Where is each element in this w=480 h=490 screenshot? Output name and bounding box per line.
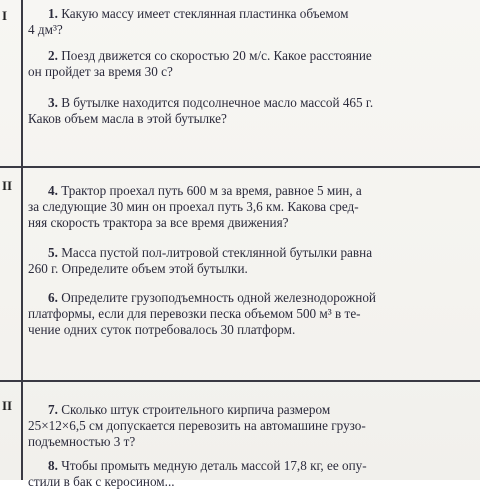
task-text: стили в бак с керосином... [28, 474, 175, 489]
task-text: за следующие 30 мин он проехал путь 3,6 км. Какова сред- [28, 199, 359, 214]
task-text: чение одних суток потребовалось 30 платформ. [28, 322, 296, 337]
task-text: он пройдет за время 30 с? [28, 64, 173, 79]
task-number: 8. [48, 458, 58, 473]
row-divider [0, 166, 480, 168]
task-text: Поезд движется со скоростью 20 м/с. Какое расстояние [61, 48, 372, 63]
task-5 [28, 245, 444, 277]
task-text: В бутылке находится подсолнечное масло массой 465 г. [61, 95, 374, 110]
task-text: Каков объем масла в этой бутылке? [28, 111, 227, 126]
task-text: подъемностью 3 т? [28, 434, 136, 449]
task-number: 5. [48, 245, 58, 260]
task-2 [28, 48, 444, 80]
task-number: 2. [48, 48, 58, 63]
task-1 [28, 6, 444, 38]
task-text: платформы, если для перевозки песка объемом 500 м³ в те- [28, 306, 361, 321]
task-text: 4 дм³? [28, 22, 63, 37]
level-label: II [2, 398, 13, 413]
task-6 [28, 290, 444, 338]
column-divider [21, 0, 23, 480]
level-label: I [2, 8, 8, 23]
task-text: 260 г. Определите объем этой бутылки. [28, 261, 248, 276]
task-number: 4. [48, 183, 58, 198]
task-text: Сколько штук строительного кирпича размером [61, 402, 331, 417]
task-number: 6. [48, 290, 58, 305]
task-text: няя скорость трактора за все время движения? [28, 215, 289, 230]
task-text: Какую массу имеет стеклянная пластинка объемом [61, 6, 349, 21]
task-text: Трактор проехал путь 600 м за время, равное 5 мин, а [61, 183, 362, 198]
task-7 [28, 402, 444, 450]
task-4 [28, 183, 444, 231]
task-number: 7. [48, 402, 58, 417]
task-text: Масса пустой пол-литровой стеклянной бутылки равна [61, 245, 373, 260]
task-text: Определите грузоподъемность одной железнодорожной [61, 290, 376, 305]
task-text: Чтобы промыть медную деталь массой 17,8 кг, ее опу- [61, 458, 367, 473]
task-number: 1. [48, 6, 58, 21]
task-3 [28, 95, 444, 127]
task-number: 3. [48, 95, 58, 110]
task-text: 25×12×6,5 см допускается перевозить на автомашине грузо- [28, 418, 366, 433]
level-label: II [2, 178, 13, 193]
row-divider [0, 380, 480, 382]
task-8 [28, 458, 444, 490]
